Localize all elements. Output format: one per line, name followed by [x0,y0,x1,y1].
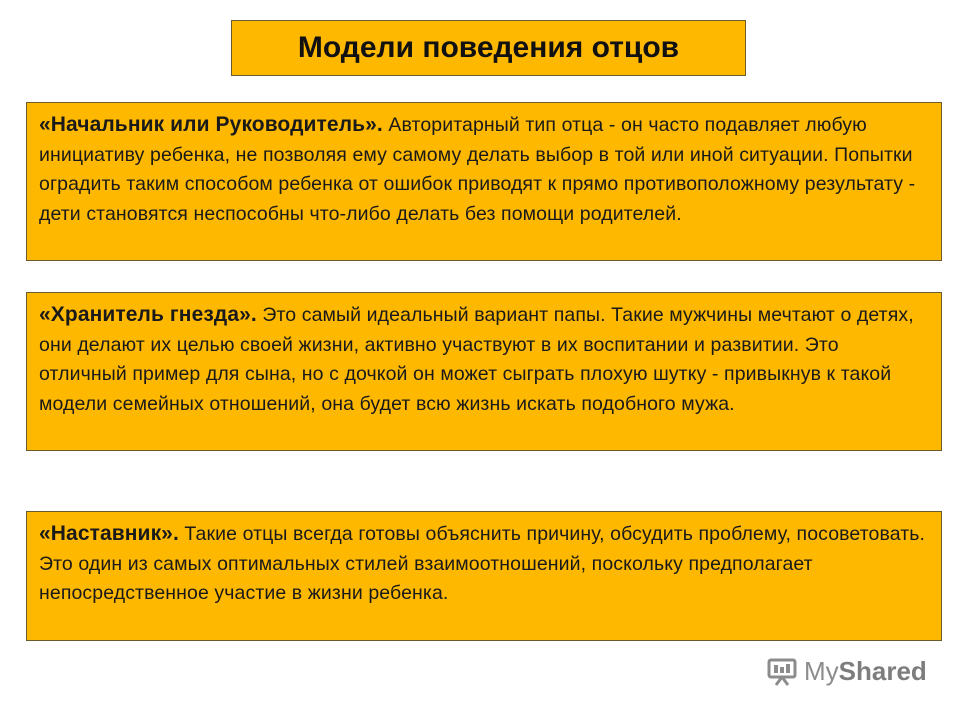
card-boss [26,102,942,261]
presentation-board-icon [766,657,798,687]
title-box [231,20,746,76]
card-term: «Наставник». [39,522,179,545]
myshared-watermark [766,656,927,687]
card-text: Авторитарный тип отца - он часто подавляет любую инициативу ребенка, не позволяя ему самому делать выбор в той или иной ситуации. Попытки оградить таким способом ребенка от ошибок приводят к прямо противоположному результату - дети становятся неспособны что-либо делать без помощи родителей. [39,114,916,225]
card-nest-keeper [26,292,942,451]
card-term: «Начальник или Руководитель». [39,113,383,136]
card-text: Такие отцы всегда готовы объяснить причину, обсудить проблему, посоветовать. Это один из самых оптимальных стилей взаимоотношений, поскольку предполагает непосредственное участие в жизни ребенка. [39,523,926,604]
watermark-text [804,656,927,687]
page-title: Модели поведения отцов [297,31,680,64]
watermark-suffix: Shared [838,656,927,686]
watermark-prefix: My [804,656,839,686]
card-mentor [26,511,942,641]
card-text: Это самый идеальный вариант папы. Такие мужчины мечтают о детях, они делают их целью своей жизни, активно участвуют в их воспитании и развитии. Это отличный пример для сына, но с дочкой он может сыграть плохую шутку - привыкнув к такой модели семейных отношений, она будет всю жизнь искать подобного мужа. [39,304,914,415]
card-term: «Хранитель гнезда». [39,303,257,326]
